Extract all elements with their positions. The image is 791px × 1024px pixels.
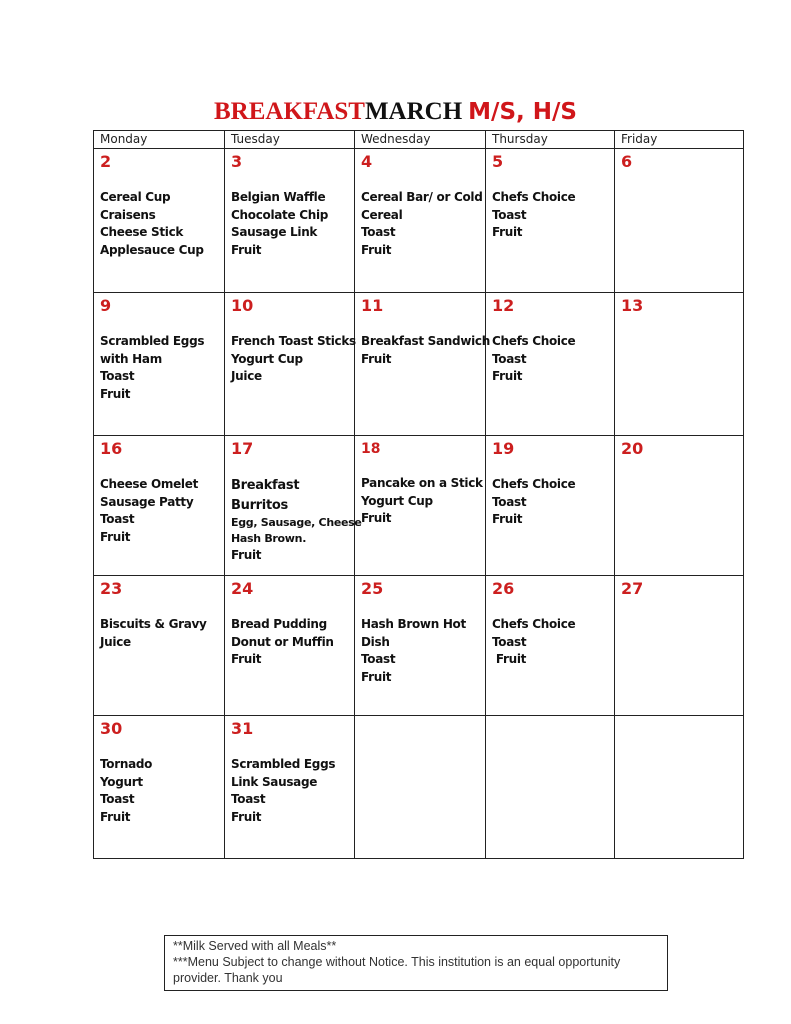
menu-item: Toast bbox=[100, 369, 135, 383]
menu-item: Egg, Sausage, Cheese bbox=[231, 516, 362, 529]
header-friday: Friday bbox=[615, 131, 744, 149]
menu-item: Sausage Link bbox=[231, 225, 318, 239]
menu-item: Craisens bbox=[100, 207, 156, 222]
menu-item: Fruit bbox=[361, 351, 392, 366]
menu-items bbox=[361, 475, 485, 528]
day-number: 6 bbox=[621, 152, 633, 171]
day-cell bbox=[225, 436, 362, 576]
menu-item: Yogurt Cup bbox=[231, 351, 303, 366]
menu-items bbox=[100, 189, 224, 259]
title-month: MARCH bbox=[364, 98, 463, 125]
menu-item: Chefs Choice bbox=[492, 334, 576, 348]
menu-item: Pancake on a Stick bbox=[361, 476, 483, 490]
menu-item: Cheese Omelet bbox=[100, 477, 199, 491]
menu-item: Applesauce Cup bbox=[100, 242, 204, 257]
day-number: 27 bbox=[621, 579, 644, 598]
weekday-header-row bbox=[94, 131, 744, 149]
week-row bbox=[94, 576, 744, 716]
menu-item: Donut or Muffin bbox=[231, 634, 334, 649]
day-cell bbox=[225, 293, 355, 436]
menu-items bbox=[231, 756, 354, 826]
menu-item: Toast bbox=[361, 652, 396, 666]
menu-items bbox=[100, 333, 224, 403]
day-cell bbox=[94, 436, 225, 576]
note-milk: **Milk Served with all Meals** bbox=[173, 939, 337, 953]
day-number: 19 bbox=[492, 439, 515, 458]
day-number: 25 bbox=[361, 579, 384, 598]
menu-item: Fruit bbox=[100, 809, 131, 824]
header-wednesday: Wednesday bbox=[355, 131, 486, 149]
menu-items bbox=[231, 476, 362, 565]
menu-items bbox=[100, 476, 224, 546]
day-cell bbox=[615, 436, 744, 576]
menu-item: Sausage Patty bbox=[100, 494, 194, 509]
menu-item: Fruit bbox=[231, 809, 262, 824]
menu-item: Chefs Choice bbox=[492, 617, 576, 631]
day-cell bbox=[615, 293, 744, 436]
menu-item: Toast bbox=[492, 634, 527, 649]
menu-item: Fruit bbox=[492, 652, 527, 666]
day-cell bbox=[225, 576, 355, 716]
menu-item: Fruit bbox=[492, 369, 523, 383]
week-row bbox=[94, 293, 744, 436]
day-cell bbox=[94, 576, 225, 716]
menu-item: Toast bbox=[492, 351, 527, 366]
day-number: 4 bbox=[361, 152, 373, 171]
menu-item: Scrambled Eggs bbox=[100, 334, 205, 348]
day-cell bbox=[486, 149, 615, 293]
menu-items bbox=[231, 333, 354, 386]
menu-item: Cheese Stick bbox=[100, 225, 184, 239]
page-title bbox=[0, 97, 791, 127]
menu-item: Juice bbox=[100, 634, 131, 649]
empty-day-cell bbox=[615, 716, 744, 859]
day-number: 2 bbox=[100, 152, 112, 171]
day-number: 3 bbox=[231, 152, 243, 171]
day-cell bbox=[94, 293, 225, 436]
day-cell bbox=[225, 149, 355, 293]
menu-item: Chocolate Chip bbox=[231, 207, 329, 222]
menu-item: Toast bbox=[100, 512, 135, 526]
menu-item: Breakfast Sandwich bbox=[361, 334, 490, 348]
menu-items bbox=[492, 333, 614, 386]
day-number: 30 bbox=[100, 719, 123, 738]
menu-item: Bread Pudding bbox=[231, 617, 327, 631]
menu-item: Yogurt Cup bbox=[361, 493, 433, 508]
day-cell bbox=[486, 293, 615, 436]
day-number: 9 bbox=[100, 296, 112, 315]
menu-item: Cereal Cup bbox=[100, 190, 171, 204]
menu-items bbox=[361, 616, 485, 686]
day-number: 11 bbox=[361, 296, 384, 315]
menu-item: Toast bbox=[231, 792, 266, 806]
menu-items bbox=[361, 333, 490, 368]
week-row bbox=[94, 436, 744, 576]
menu-items bbox=[231, 616, 354, 669]
day-number: 10 bbox=[231, 296, 254, 315]
empty-day-cell bbox=[486, 716, 615, 859]
menu-item: Toast bbox=[492, 207, 527, 222]
menu-item: with Ham bbox=[100, 351, 162, 366]
menu-items bbox=[492, 189, 614, 242]
menu-item: Fruit bbox=[100, 386, 131, 401]
menu-item: Fruit bbox=[361, 669, 392, 684]
menu-calendar bbox=[93, 130, 744, 859]
menu-item: Fruit bbox=[361, 511, 392, 525]
day-cell bbox=[486, 436, 615, 576]
day-cell bbox=[355, 149, 486, 293]
day-number: 13 bbox=[621, 296, 644, 315]
menu-item: Burritos bbox=[231, 497, 288, 513]
day-number: 17 bbox=[231, 439, 254, 458]
footer-note bbox=[164, 935, 668, 991]
menu-item: Fruit bbox=[231, 242, 262, 257]
menu-item: Fruit bbox=[361, 242, 392, 257]
menu-item: Fruit bbox=[492, 512, 523, 526]
menu-item: Belgian Waffle bbox=[231, 190, 326, 204]
day-cell bbox=[225, 716, 355, 859]
menu-item: Yogurt bbox=[100, 774, 143, 789]
menu-item: Link Sausage bbox=[231, 774, 318, 789]
day-cell bbox=[615, 149, 744, 293]
day-cell bbox=[355, 293, 490, 436]
day-number: 16 bbox=[100, 439, 123, 458]
menu-items bbox=[492, 616, 614, 669]
menu-item: Chefs Choice bbox=[492, 477, 576, 491]
menu-item: Fruit bbox=[231, 652, 262, 666]
day-cell bbox=[486, 576, 615, 716]
menu-item: Cereal Bar/ or Cold bbox=[361, 190, 483, 204]
day-cell bbox=[615, 576, 744, 716]
header-thursday: Thursday bbox=[486, 131, 615, 149]
menu-item: Toast bbox=[492, 494, 527, 509]
menu-items bbox=[231, 189, 354, 259]
day-number: 26 bbox=[492, 579, 515, 598]
day-number: 20 bbox=[621, 439, 644, 458]
day-number: 18 bbox=[361, 441, 381, 457]
day-number: 24 bbox=[231, 579, 254, 598]
day-cell bbox=[94, 149, 225, 293]
week-row bbox=[94, 716, 744, 859]
menu-item: Hash Brown Hot bbox=[361, 617, 466, 631]
week-row bbox=[94, 149, 744, 293]
menu-item: Toast bbox=[361, 225, 396, 239]
day-cell bbox=[94, 716, 225, 859]
menu-item: Juice bbox=[231, 369, 262, 383]
menu-item: Tornado bbox=[100, 757, 153, 771]
note-disclaimer: ***Menu Subject to change without Notice. This institution is an equal opportunity bbox=[173, 955, 621, 969]
day-cell bbox=[355, 576, 486, 716]
menu-items bbox=[361, 189, 485, 259]
day-cell bbox=[355, 436, 486, 576]
menu-items bbox=[492, 476, 614, 529]
menu-item: Chefs Choice bbox=[492, 190, 576, 204]
menu-item: Biscuits & Gravy bbox=[100, 617, 207, 631]
header-tuesday: Tuesday bbox=[225, 131, 355, 149]
title-breakfast: BREAKFAST bbox=[214, 98, 365, 125]
menu-items bbox=[100, 616, 224, 651]
menu-item: Dish bbox=[361, 634, 390, 649]
menu-items bbox=[100, 756, 224, 826]
day-number: 23 bbox=[100, 579, 123, 598]
menu-item: Fruit bbox=[231, 548, 262, 562]
menu-item: Hash Brown. bbox=[231, 532, 307, 545]
note-disclaimer-cont: provider. Thank you bbox=[173, 971, 283, 985]
day-number: 31 bbox=[231, 719, 254, 738]
menu-item: Fruit bbox=[100, 529, 131, 544]
menu-item: Cereal bbox=[361, 207, 403, 222]
empty-day-cell bbox=[355, 716, 486, 859]
menu-item: Fruit bbox=[492, 225, 523, 239]
menu-item: French Toast Sticks bbox=[231, 334, 356, 348]
menu-item: Breakfast bbox=[231, 478, 300, 493]
day-number: 5 bbox=[492, 152, 504, 171]
title-schools: M/S, H/S bbox=[468, 99, 577, 125]
header-monday: Monday bbox=[94, 131, 225, 149]
day-number: 12 bbox=[492, 296, 515, 315]
menu-item: Scrambled Eggs bbox=[231, 757, 336, 771]
menu-item: Toast bbox=[100, 792, 135, 806]
